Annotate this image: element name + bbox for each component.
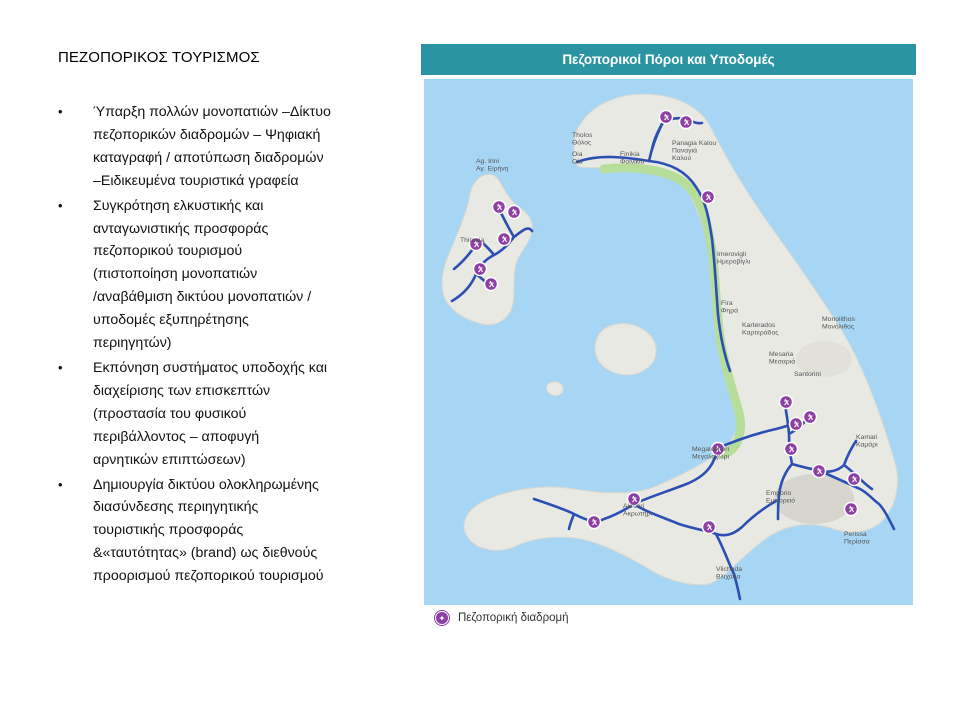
bullet-line: Δημιουργία δικτύου ολοκληρωμένης <box>93 476 319 493</box>
bullet-line: Ύπαρξη πολλών μονοπατιών –Δίκτυο <box>93 104 331 120</box>
place-label-line: Vlichada <box>716 566 743 573</box>
bullet-item <box>58 474 388 589</box>
bullet-line: (πιστοποίηση μονοπατιών <box>93 266 258 283</box>
bullet-dot: • <box>58 197 63 213</box>
bullet-line: αρνητικών επιπτώσεων) <box>93 451 246 468</box>
place-label-emporio <box>766 490 795 505</box>
place-label-agirini <box>476 158 509 173</box>
place-label-vlichada <box>716 566 742 581</box>
map-legend <box>435 611 569 625</box>
bullet-line: πεζοπορικού τουρισμού <box>93 243 243 260</box>
place-label-line: Santorini <box>794 371 821 378</box>
hiker-icon[interactable] <box>588 516 601 529</box>
island-thirasia <box>442 174 532 324</box>
place-label-line: Εμπορειό <box>766 497 796 505</box>
place-label-line: Fira <box>721 300 733 307</box>
place-label-line: Φηρά <box>721 307 738 315</box>
bullet-line: ανταγωνιστικής προσφοράς <box>93 220 269 237</box>
place-label-line: Καρτεράδος <box>742 329 779 337</box>
bullet-line: διαχείρισης των επισκεπτών <box>93 382 271 399</box>
hiker-icon[interactable] <box>660 111 673 124</box>
place-label-line: Ημεροβίγλι <box>717 258 751 266</box>
santorini-map[interactable] <box>424 79 913 605</box>
place-label-line: Περίσσα <box>844 538 870 546</box>
place-label-line: Παναγιά <box>672 147 698 155</box>
bullet-line: πεζοπορικών διαδρομών – Ψηφιακή <box>93 126 321 143</box>
bullet-line: διασύνδεσης περιηγητικής <box>93 499 259 516</box>
place-label-line: Αγ. Ειρήνη <box>476 165 509 173</box>
place-label-line: Finikia <box>620 151 640 158</box>
place-label-kamari <box>856 434 878 449</box>
place-label-line: Καμάρι <box>856 441 878 449</box>
bullet-dot: • <box>58 104 63 119</box>
bullet-item <box>58 357 388 472</box>
place-label-line: Tholos <box>572 132 593 139</box>
place-label-line: Ag. Irini <box>476 158 500 165</box>
hiker-icon: ✦ <box>435 611 449 625</box>
bullet-item <box>58 101 388 193</box>
bullet-line: περιβάλλοντος – αποφυγή <box>93 428 260 445</box>
bullet-line: Εκπόνηση συστήματος υποδοχής και <box>93 359 328 376</box>
hiker-icon[interactable] <box>848 473 861 486</box>
place-label-line: Καλού <box>672 155 692 163</box>
place-label-karterados <box>742 322 779 337</box>
map-header: Πεζοπορικοί Πόροι και Υποδομές <box>421 44 916 75</box>
place-label-line: Φοινικιά <box>620 158 645 166</box>
slide-title: ΠΕΖΟΠΟΡΙΚΟΣ ΤΟΥΡΙΣΜΟΣ <box>58 49 260 66</box>
place-label-line: Akrotiri <box>623 503 645 510</box>
place-label-monolithos <box>822 316 855 331</box>
bullet-line: (προστασία του φυσικού <box>93 405 247 422</box>
hiker-icon[interactable] <box>703 521 716 534</box>
hiker-icon[interactable] <box>474 263 487 276</box>
bullet-list <box>58 101 388 590</box>
place-label-line: Monolithos <box>822 316 855 323</box>
place-label-mesaria <box>769 351 795 366</box>
hiker-icon[interactable] <box>485 278 498 291</box>
bullet-line: –Ειδικευμένα τουριστικά γραφεία <box>93 172 299 189</box>
place-label-tholos <box>572 132 593 147</box>
place-label-line: Thirasia <box>460 237 485 244</box>
bullet-line: /αναβάθμιση δικτύου μονοπατιών / <box>93 289 312 306</box>
island-aspronisi <box>547 382 564 396</box>
hiker-icon[interactable] <box>780 396 793 409</box>
hiker-icon[interactable] <box>508 206 521 219</box>
hiker-icon[interactable] <box>845 503 858 516</box>
hiker-icon[interactable] <box>785 443 798 456</box>
place-label-line: Karterados <box>742 322 776 329</box>
bullet-line: προορισμού πεζοπορικού τουρισμού <box>93 568 324 585</box>
place-label-line: Imerovigli <box>717 251 747 258</box>
bullet-line: τουριστικής προσφοράς <box>93 522 244 539</box>
place-label-oia <box>572 151 583 166</box>
place-label-line: Οία <box>572 158 583 166</box>
hiker-icon[interactable] <box>813 465 826 478</box>
place-label-line: Ακρωτήρι <box>623 510 652 518</box>
place-label-line: Oia <box>572 151 583 158</box>
legend-label: Πεζοπορική διαδρομή <box>458 612 569 624</box>
bullet-line: περιηγητών) <box>93 335 172 352</box>
place-label-line: Mesaria <box>769 351 794 358</box>
place-label-santorini <box>794 371 821 378</box>
place-label-line: Μονόλιθος <box>822 323 855 331</box>
place-label-line: Perissa <box>844 531 867 538</box>
bullet-line: υποδομές εξυπηρέτησης <box>93 312 249 329</box>
place-label-line: Megalochori <box>692 446 730 453</box>
hiker-icon[interactable] <box>790 418 803 431</box>
bullet-line: Συγκρότηση ελκυστικής και <box>93 197 264 214</box>
bullet-line: καταγραφή / αποτύπωση διαδρομών <box>93 149 324 166</box>
place-label-thirasia <box>460 237 484 244</box>
bullet-dot: • <box>58 359 63 375</box>
place-label-line: Βλιχάδα <box>716 573 741 581</box>
bullet-line: &«ταυτότητας» (brand) ως διεθνούς <box>93 545 318 562</box>
hiker-icon[interactable] <box>498 233 511 246</box>
hiker-icon[interactable] <box>680 116 693 129</box>
place-label-perissa <box>844 531 870 546</box>
place-label-line: Kamari <box>856 434 878 441</box>
place-label-line: Μεσαριά <box>769 358 796 366</box>
hiker-icon[interactable] <box>702 191 715 204</box>
place-label-line: Panagia Kalou <box>672 140 717 147</box>
bullet-dot: • <box>58 476 63 492</box>
place-label-line: Θόλος <box>572 139 592 147</box>
place-label-imerovigli <box>717 251 751 266</box>
place-label-megalochori <box>692 446 730 461</box>
island-nea-kameni <box>595 324 656 375</box>
hiker-icon[interactable] <box>804 411 817 424</box>
hiker-icon[interactable] <box>493 201 506 214</box>
bullet-item <box>58 195 388 355</box>
place-label-line: Μεγαλοχώρι <box>692 453 729 461</box>
place-label-line: Emporio <box>766 490 792 497</box>
map[interactable] <box>424 79 913 605</box>
